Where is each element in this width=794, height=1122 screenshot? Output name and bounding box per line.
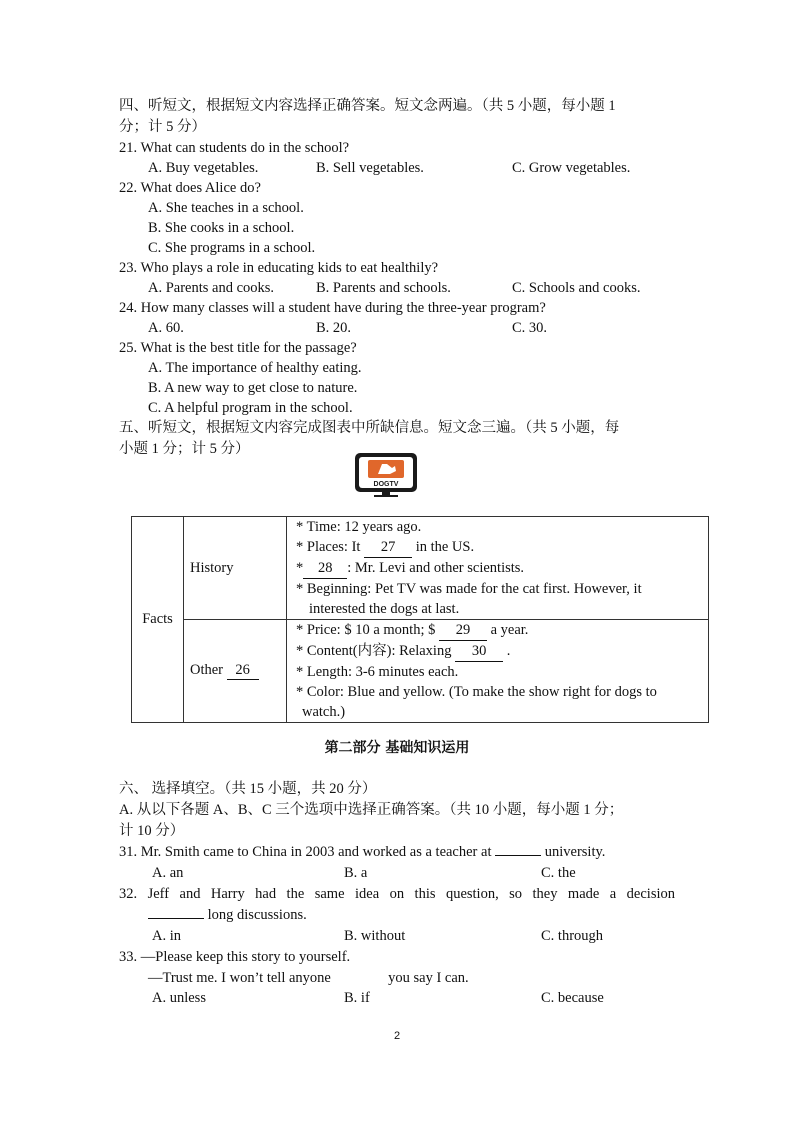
q23-option-a: A. Parents and cooks. [148,280,275,296]
q32-option-c: C. through [541,928,604,944]
q21-question: 21. What can students do in the school? [119,140,350,156]
q22-option-a: A. She teaches in a school. [148,200,304,216]
q33-question-line2: —Trust me. I won’t tell anyone you say I can. [148,970,469,986]
q24-option-c: C. 30. [512,320,548,336]
q22-option-c: C. She programs in a school. [148,240,316,256]
other-label: Other [190,662,224,678]
history-beginning-line2: interested the dogs at last. [309,601,460,617]
q32-option-b: B. without [344,928,406,944]
q25-option-a: A. The importance of healthy eating. [148,360,362,376]
q24-option-a: A. 60. [148,320,184,336]
q23-question: 23. Who plays a role in educating kids to eat healthily? [119,260,439,276]
section4-heading-line1: 四、听短文，根据短文内容选择正确答案。短文念两遍。（共 5 小题，每小题 1 [119,98,616,114]
history-places: * Places: It 27 in the US. [296,537,708,558]
page-number: 2 [393,1030,401,1042]
section4-heading-line2: 分；计 5 分） [119,119,206,135]
other-price: * Price: $ 10 a month; $ 29 a year. [296,620,708,641]
blank-28[interactable]: 28 [303,558,347,579]
q32-option-a: A. in [152,928,181,944]
svg-text:DOGTV: DOGTV [373,481,399,488]
facts-label: Facts [132,517,184,723]
other-content: * Content(内容): Relaxing 30 . [296,641,708,662]
section6-heading: 六、 选择填空。（共 15 小题，共 20 分） [119,781,377,797]
history-time: * Time: 12 years ago. [296,519,422,535]
history-scientists: * 28 : Mr. Levi and other scientists. [296,558,708,579]
section5-heading-line1: 五、听短文，根据短文内容完成图表中所缺信息。短文念三遍。（共 5 小题，每 [119,420,620,436]
dogtv-logo [354,452,418,498]
q33-question-line1: 33. —Please keep this story to yourself. [119,949,351,965]
section6-sub-a-line1: A. 从以下各题 A、B、C 三个选项中选择正确答案。（共 10 小题，每小题 1 分； [119,802,624,818]
blank-30[interactable]: 30 [455,641,503,662]
q23-option-b: B. Parents and schools. [316,280,451,296]
q32-question-line2: long discussions. [148,905,307,925]
q25-question: 25. What is the best title for the passage? [119,340,357,356]
q31-blank[interactable] [495,855,541,856]
q25-option-c: C. A helpful program in the school. [148,400,353,416]
q33-option-c: C. because [541,990,604,1006]
part2-title: 第二部分 基础知识运用 [324,740,470,756]
history-label: History [184,517,287,620]
history-beginning-line1: * Beginning: Pet TV was made for the cat first. However, it [296,581,642,597]
blank-27[interactable]: 27 [364,537,412,558]
q21-option-c: C. Grow vegetables. [512,160,631,176]
q31-question: 31. Mr. Smith came to China in 2003 and worked as a teacher at university. [119,844,606,860]
blank-26[interactable]: 26 [227,662,259,680]
history-details [287,517,709,620]
other-details [287,620,709,723]
q32-blank[interactable] [148,918,204,919]
q31-option-b: B. a [344,865,368,881]
q33-option-a: A. unless [152,990,206,1006]
other-color-line1: * Color: Blue and yellow. (To make the show right for dogs to [296,684,657,700]
q32-question-line1: 32. Jeff and Harry had the same idea on this question, so they made a decision [119,886,675,902]
q24-question: 24. How many classes will a student have during the three-year program? [119,300,546,316]
other-color-line2: watch.) [302,704,346,720]
q22-question: 22. What does Alice do? [119,180,261,196]
blank-29[interactable]: 29 [439,620,487,641]
dogtv-facts-table [131,516,709,723]
section6-sub-a-line2: 计 10 分） [119,823,185,839]
q23-option-c: C. Schools and cooks. [512,280,641,296]
q33-option-b: B. if [344,990,370,1006]
other-length: * Length: 3-6 minutes each. [296,664,459,680]
q25-option-b: B. A new way to get close to nature. [148,380,358,396]
q31-option-c: C. the [541,865,576,881]
q21-option-b: B. Sell vegetables. [316,160,424,176]
q24-option-b: B. 20. [316,320,352,336]
section5-heading-line2: 小题 1 分；计 5 分） [119,441,250,457]
q22-option-b: B. She cooks in a school. [148,220,295,236]
q21-option-a: A. Buy vegetables. [148,160,259,176]
q31-option-a: A. an [152,865,184,881]
other-label-cell [184,620,287,723]
